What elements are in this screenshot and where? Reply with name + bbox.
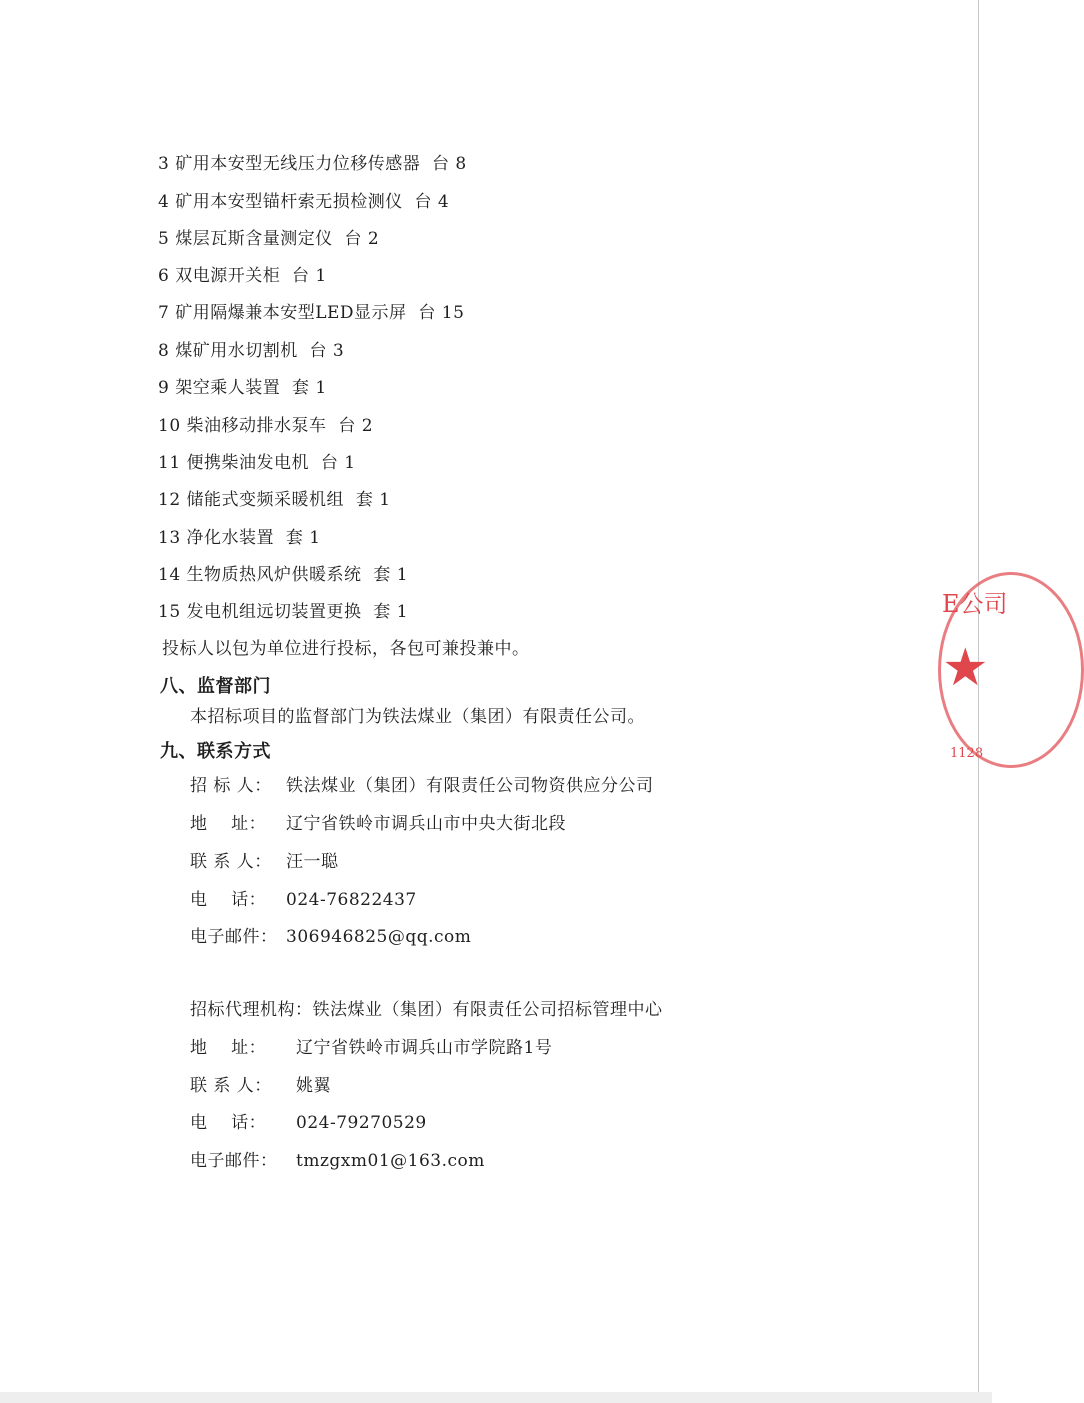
tenderer-name-row [190,776,654,796]
contact-value: 辽宁省铁岭市调兵山市中央大街北段 [286,814,566,834]
contact-label: 联 系 人： [190,852,272,872]
star-icon: ★ [942,638,989,698]
tenderer-phone-row [190,890,417,910]
contact-label: 招 标 人： [190,776,272,796]
section-heading-contact: 九、联系方式 [160,741,271,762]
list-item: 5 煤层瓦斯含量测定仪 台 2 [158,229,380,249]
tenderer-address-row [190,814,566,834]
contact-value: 姚翼 [296,1076,331,1096]
list-item: 6 双电源开关柜 台 1 [158,266,327,286]
contact-value: 024-79270529 [296,1113,427,1133]
bid-note: 投标人以包为单位进行投标，各包可兼投兼中。 [162,639,530,659]
agency-contact-row [190,1076,331,1096]
list-item: 3 矿用本安型无线压力位移传感器 台 8 [158,154,467,174]
list-item: 14 生物质热风炉供暖系统 套 1 [158,565,409,585]
list-item: 7 矿用隔爆兼本安型LED显示屏 台 15 [158,303,465,323]
contact-label: 电子邮件： [190,1151,278,1171]
contact-value: 铁法煤业（集团）有限责任公司物资供应分公司 [286,776,654,796]
tenderer-email-row [190,927,471,947]
list-item: 8 煤矿用水切割机 台 3 [158,341,345,361]
agency-address-row [190,1038,552,1058]
contact-label: 电 话： [190,1113,267,1133]
contact-value: 汪一聪 [286,852,339,872]
list-item: 10 柴油移动排水泵车 台 2 [158,416,374,436]
supervision-text: 本招标项目的监督部门为铁法煤业（集团）有限责任公司。 [190,707,645,727]
list-item: 13 净化水装置 套 1 [158,528,321,548]
seal-text: E公司 [942,590,1008,618]
page-edge-bottom [0,1392,992,1403]
contact-value: 铁法煤业（集团）有限责任公司招标管理中心 [312,1000,663,1020]
contact-value: 024-76822437 [286,890,417,910]
contact-label: 地 址： [190,1038,267,1058]
list-item: 15 发电机组远切装置更换 套 1 [158,602,409,622]
contact-label: 电子邮件： [190,927,278,947]
section-heading-supervision: 八、监督部门 [160,676,271,697]
contact-label: 招标代理机构： [190,1000,313,1020]
list-item: 12 储能式变频采暖机组 套 1 [158,490,391,510]
contact-label: 联 系 人： [190,1076,272,1096]
list-item: 4 矿用本安型锚杆索无损检测仪 台 4 [158,192,450,212]
list-item: 9 架空乘人装置 套 1 [158,378,327,398]
contact-label: 地 址： [190,814,267,834]
contact-value: 辽宁省铁岭市调兵山市学院路1号 [296,1038,553,1058]
seal-number: 1128 [950,746,984,761]
contact-label: 电 话： [190,890,267,910]
company-seal [932,568,1008,778]
contact-value: 306946825@qq.com [286,927,472,947]
contact-value: tmzgxm01@163.com [296,1151,485,1171]
tenderer-contact-row [190,852,339,872]
list-item: 11 便携柴油发电机 台 1 [158,453,356,473]
agency-name-row [190,1000,663,1020]
agency-email-row [190,1151,485,1171]
agency-phone-row [190,1113,427,1133]
